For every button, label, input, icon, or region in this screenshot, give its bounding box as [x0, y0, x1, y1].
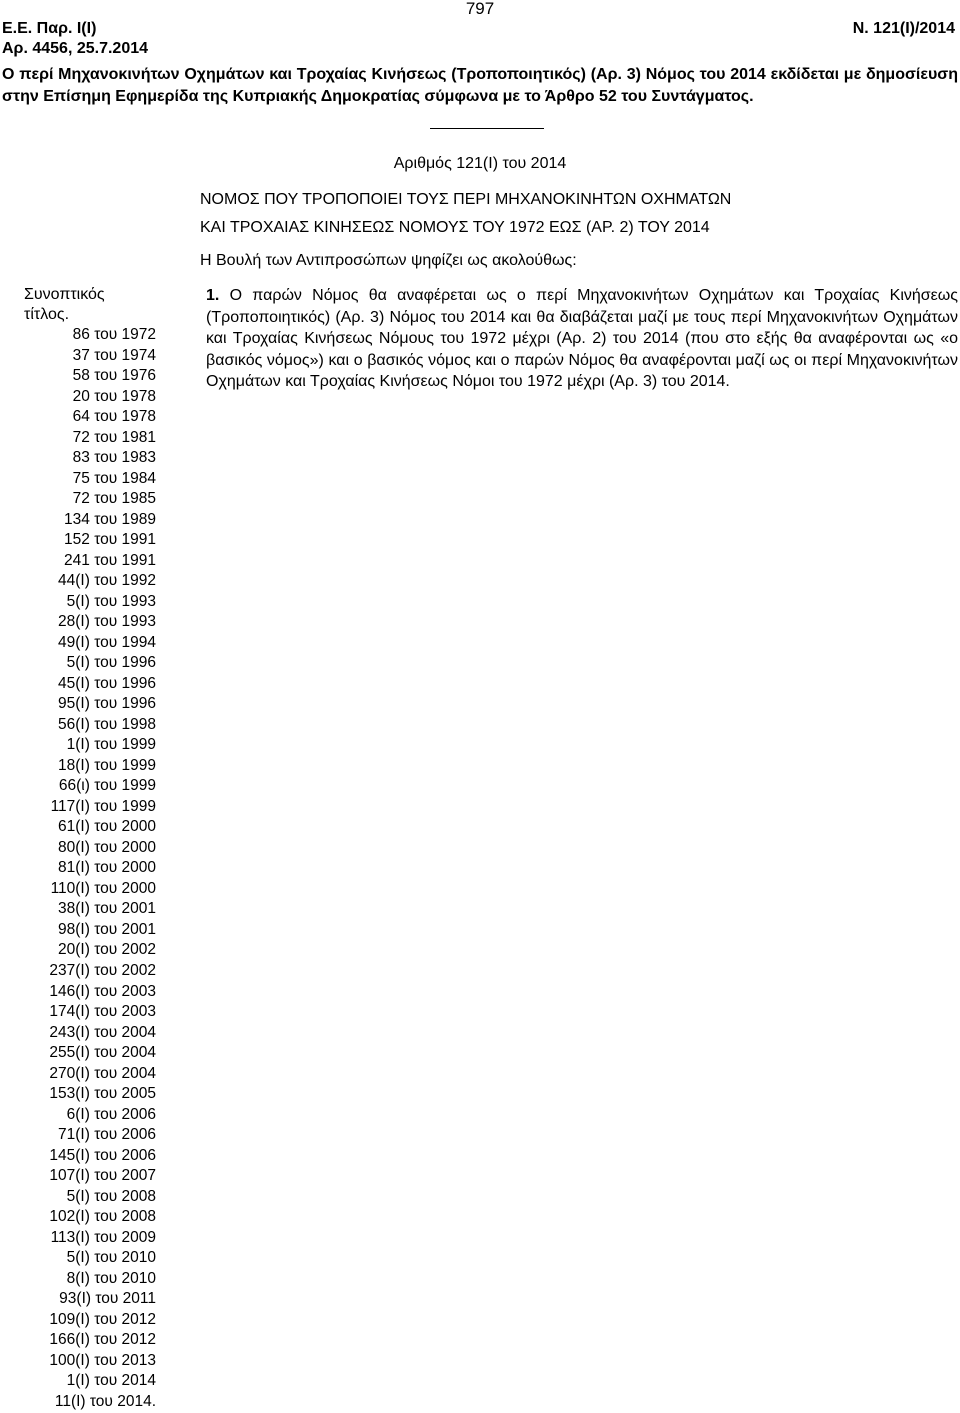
citation-item: 11(Ι) του 2014.	[54, 1392, 156, 1410]
separator-rule	[430, 128, 544, 129]
citation-item: 174(Ι) του 2003	[49, 1003, 156, 1021]
section-1	[206, 285, 958, 393]
citation-item: 93(Ι) του 2011	[59, 1290, 156, 1308]
citation-list	[0, 325, 156, 1412]
publication-notice: Ο περί Μηχανοκινήτων Οχημάτων και Τροχαίας Κινήσεως (Τροποποιητικός) (Αρ. 3) Νόμος του 2014 εκδίδεται με δημοσίευση στην Επίσημη Εφημερίδα της Κυπριακής Δημοκρατίας σύμφωνα με το Άρθρο 52 του Συντάγματος.	[2, 66, 958, 105]
enactment-formula: Η Βουλή των Αντιπροσώπων ψηφίζει ως ακολούθως:	[200, 252, 577, 269]
law-number: Ν. 121(Ι)/2014	[852, 20, 955, 37]
citation-item: 6(Ι) του 2006	[66, 1105, 156, 1123]
citation-item: 44(Ι) του 1992	[58, 572, 156, 590]
citation-item: 56(Ι) του 1998	[58, 715, 156, 733]
citation-item: 61(Ι) του 2000	[58, 818, 156, 836]
citation-item: 86 του 1972	[72, 326, 156, 343]
law-number-title: Αριθμός 121(Ι) του 2014	[393, 155, 567, 172]
citation-item: 110(Ι) του 2000	[50, 879, 156, 897]
citation-item: 64 του 1978	[72, 408, 156, 426]
citation-item: 80(Ι) του 2000	[58, 838, 156, 856]
citation-item: 5(Ι) του 1996	[66, 654, 156, 672]
citation-item: 18(Ι) του 1999	[58, 756, 156, 774]
citation-item: 75 του 1984	[72, 469, 156, 487]
law-title-line-2: ΚΑΙ ΤΡΟΧΑΙΑΣ ΚΙΝΗΣΕΩΣ ΝΟΜΟΥΣ ΤΟΥ 1972 ΕΩΣ (ΑΡ. 2) ΤΟΥ 2014	[200, 219, 710, 236]
gazette-reference: Ε.Ε. Παρ. Ι(Ι)	[2, 20, 97, 37]
citation-item: 71(Ι) του 2006	[58, 1126, 156, 1144]
citation-item: 166(Ι) του 2012	[49, 1331, 156, 1349]
citation-item: 109(Ι) του 2012	[49, 1310, 156, 1328]
citation-item: 45(Ι) του 1996	[58, 674, 156, 692]
citation-item: 83 του 1983	[72, 449, 156, 467]
citation-item: 152 του 1991	[64, 531, 156, 549]
citation-item: 117(Ι) του 1999	[50, 797, 156, 815]
citation-item: 95(Ι) του 1996	[58, 695, 156, 713]
citation-item: 237(Ι) του 2002	[49, 961, 156, 979]
citation-item: 5(Ι) του 1993	[66, 592, 156, 610]
citation-item: 1(Ι) του 1999	[66, 736, 156, 754]
section-number: 1.	[206, 287, 220, 304]
citation-item: 38(Ι) του 2001	[58, 900, 156, 918]
citation-item: 100(Ι) του 2013	[49, 1351, 156, 1369]
marginal-note-line-1: Συνοπτικός	[24, 286, 105, 303]
gazette-issue-date: Αρ. 4456, 25.7.2014	[2, 40, 149, 57]
citation-item: 81(Ι) του 2000	[58, 859, 156, 877]
citation-item: 20 του 1978	[72, 387, 156, 405]
citation-item: 145(Ι) του 2006	[49, 1146, 156, 1164]
citation-item: 72 του 1981	[72, 428, 156, 446]
citation-item: 113(Ι) του 2009	[50, 1228, 156, 1246]
citation-item: 72 του 1985	[72, 490, 156, 508]
citation-item: 20(Ι) του 2002	[58, 941, 156, 959]
citation-item: 58 του 1976	[72, 367, 156, 385]
citation-item: 107(Ι) του 2007	[49, 1167, 156, 1185]
citation-item: 255(Ι) του 2004	[49, 1044, 156, 1062]
marginal-note-line-2: τίτλος.	[24, 306, 70, 323]
section-text: Ο παρών Νόμος θα αναφέρεται ως ο περί Μηχανοκινήτων Οχημάτων και Τροχαίας Κινήσεως (Τροποποιητικός) (Αρ. 3) Νόμος του 2014 και θα διαβάζεται μαζί με τους περί Μηχανοκινήτων Οχημάτων και Τροχαίας Κινήσεως Νόμους του 1972 μέχρι (Αρ. 2) του 2014 (που στο εξής θα αναφέρονται ως «ο βασικός νόμος») και ο βασικός νόμος και ο παρών Νόμος θα αναφέρονται μαζί ως οι περί Μηχανοκινήτων Οχημάτων και Τροχαίας Κινήσεως Νόμοι του 1972 μέχρι (Αρ. 3) του 2014.	[206, 287, 959, 390]
citation-item: 134 του 1989	[64, 510, 156, 528]
citation-item: 98(Ι) του 2001	[58, 920, 156, 938]
citation-item: 28(Ι) του 1993	[58, 613, 156, 631]
citation-item: 146(Ι) του 2003	[49, 982, 156, 1000]
citation-item: 49(Ι) του 1994	[58, 633, 156, 651]
citation-item: 5(Ι) του 2010	[66, 1249, 156, 1267]
citation-item: 270(Ι) του 2004	[49, 1064, 156, 1082]
citation-item: 5(Ι) του 2008	[66, 1187, 156, 1205]
marginal-note	[24, 285, 105, 325]
citation-item: 1(Ι) του 2014	[66, 1372, 156, 1390]
citation-item: 66(ι) του 1999	[58, 777, 156, 795]
citation-item: 102(Ι) του 2008	[49, 1208, 156, 1226]
page-number: 797	[465, 0, 495, 18]
citation-item: 8(Ι) του 2010	[66, 1269, 156, 1287]
citation-item: 153(Ι) του 2005	[49, 1085, 156, 1103]
citation-item: 241 του 1991	[64, 551, 156, 569]
citation-item: 37 του 1974	[72, 346, 156, 364]
citation-item: 243(Ι) του 2004	[49, 1023, 156, 1041]
law-title-line-1: ΝΟΜΟΣ ΠΟΥ ΤΡΟΠΟΠΟΙΕΙ ΤΟΥΣ ΠΕΡΙ ΜΗΧΑΝΟΚΙΝΗΤΩΝ ΟΧΗΜΑΤΩΝ	[200, 191, 732, 208]
